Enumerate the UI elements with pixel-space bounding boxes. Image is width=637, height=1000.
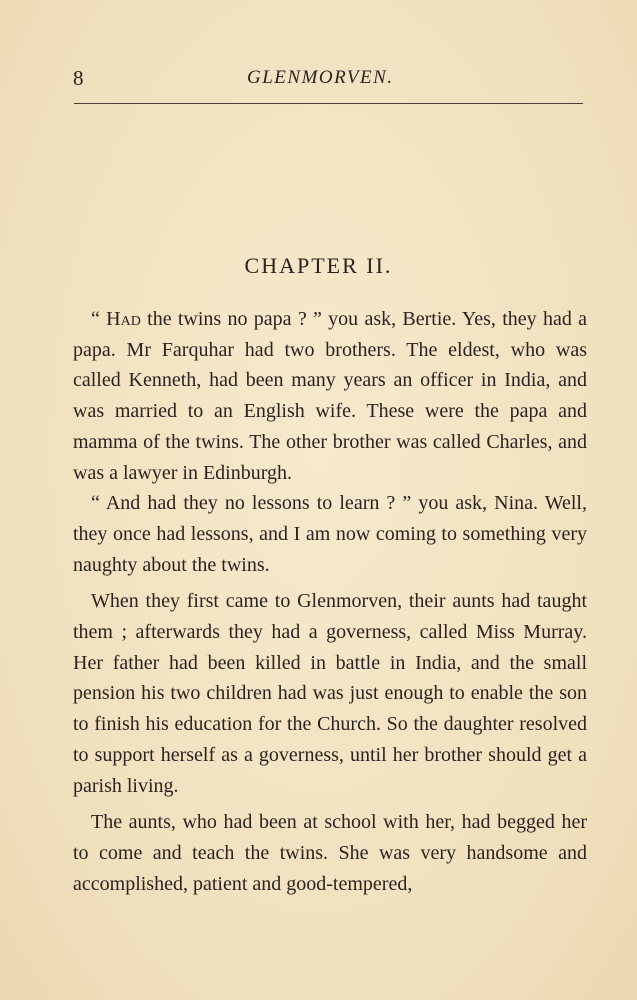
- running-title: GLENMORVEN.: [247, 67, 394, 88]
- paragraph-4: The aunts, who had been at school with her, had begged her to come and teach the twins. She was very handsome and accomplished, patient and good-tempered,: [73, 811, 587, 895]
- paragraph-1: [73, 304, 587, 488]
- paragraph-1-lead: “: [91, 308, 107, 330]
- running-header: [73, 66, 587, 96]
- paragraph-1-smallcaps: Had: [106, 308, 141, 330]
- chapter-title: CHAPTER II.: [244, 253, 393, 278]
- page-number: 8: [73, 66, 84, 90]
- header-rule: [74, 103, 583, 104]
- paragraph-1-text: the twins no papa ? ” you ask, Bertie. Yes, they had a papa. Mr Farquhar had two brothers. The eldest, who was called Kenneth, had been many years an officer in India, and was married to an English wife. These were the papa and mamma of the twins. The other brother was called Charles, and was a lawyer in Edinburgh.: [73, 308, 587, 484]
- paragraph-3: When they first came to Glenmorven, their aunts had taught them ; afterwards they had a governess, called Miss Murray. Her father had been killed in battle in India, and the small pension his two children had was just enough to enable the son to finish his education for the Church. So the daughter resolved to support herself as a governess, until her brother should get a parish living.: [73, 590, 587, 797]
- body-text: [73, 304, 587, 899]
- paragraph-2: “ And had they no lessons to learn ? ” you ask, Nina. Well, they once had lessons, and I am now coming to something very naughty about the twins.: [73, 492, 587, 576]
